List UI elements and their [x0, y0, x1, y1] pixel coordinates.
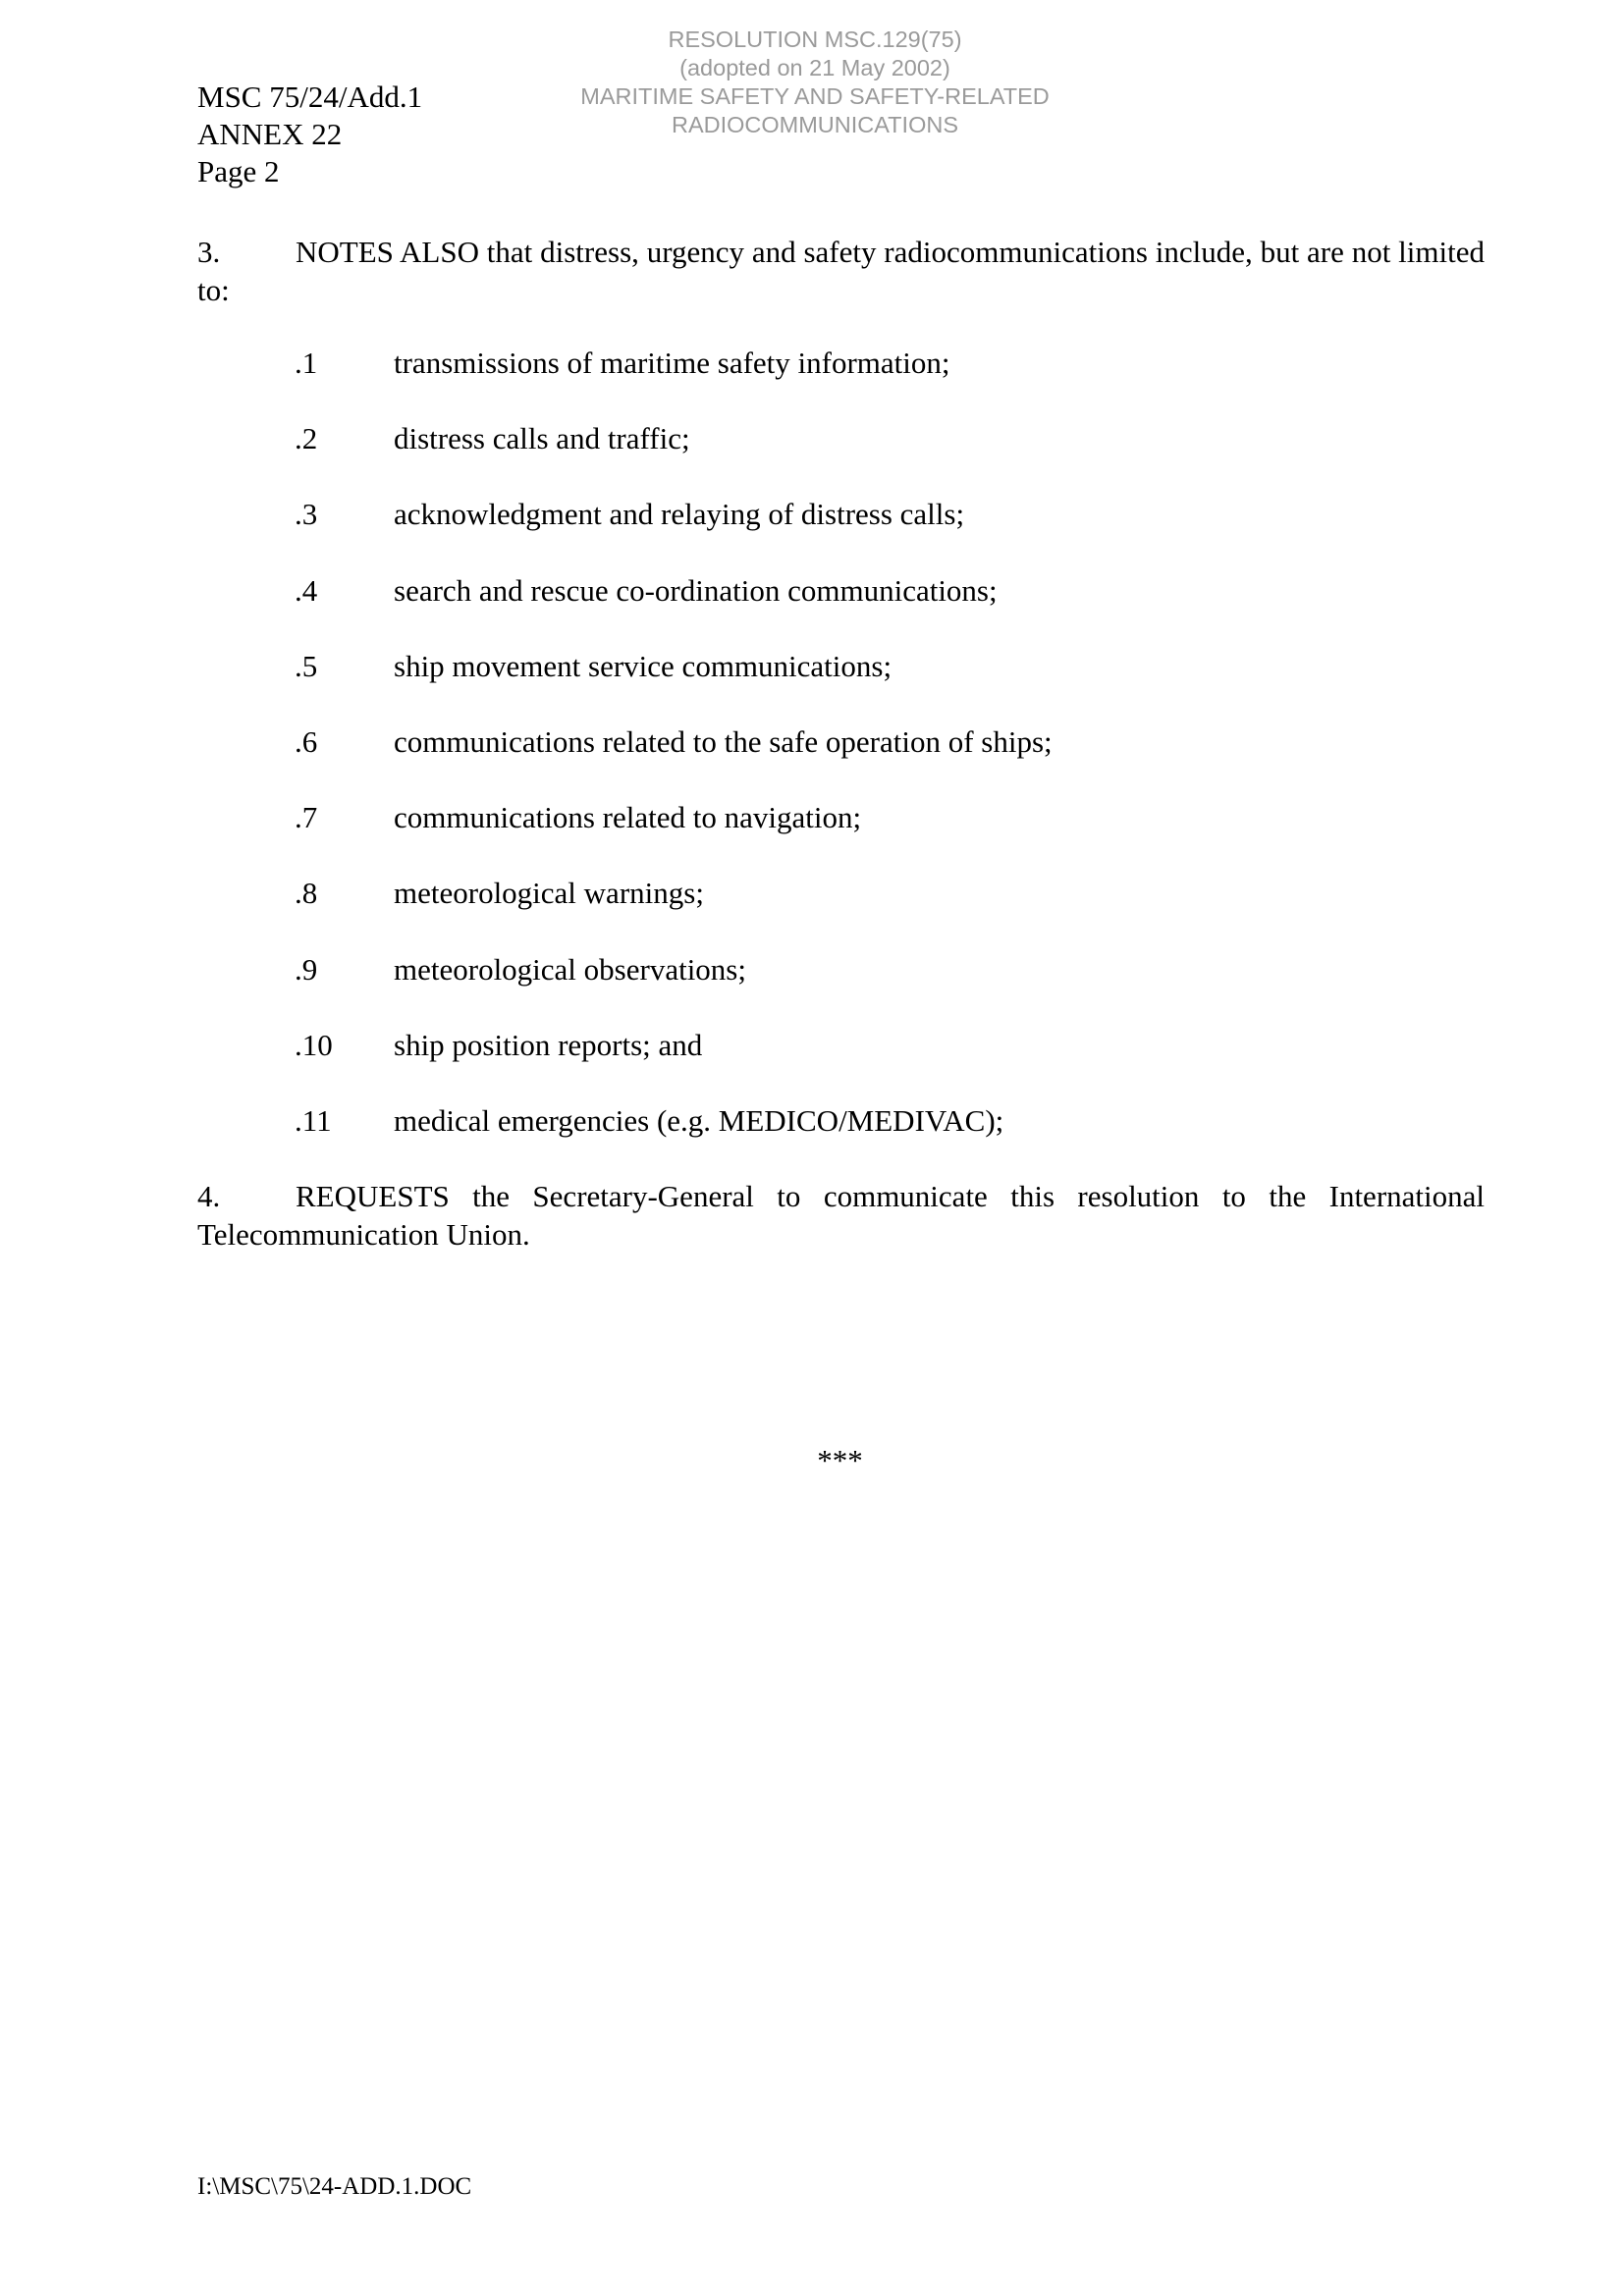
paragraph-4	[197, 1177, 1485, 1254]
radiocommunications-list	[295, 344, 1053, 1177]
item-number: .7	[295, 800, 318, 835]
list-item	[295, 495, 1053, 570]
item-number: .4	[295, 572, 318, 608]
watermark-line: RADIOCOMMUNICATIONS	[671, 112, 958, 137]
page-number: Page 2	[197, 154, 280, 188]
watermark-line: RESOLUTION MSC.129(75)	[668, 27, 962, 52]
list-item	[295, 419, 1053, 495]
item-number: .3	[295, 497, 318, 532]
item-text: meteorological observations;	[394, 951, 746, 987]
item-number: .5	[295, 648, 318, 683]
paragraph-number: 3.	[197, 235, 221, 269]
paragraph-number: 4.	[197, 1179, 221, 1213]
item-text: search and rescue co-ordination communications;	[394, 572, 998, 608]
list-item	[295, 722, 1053, 798]
item-text: communications related to navigation;	[394, 800, 862, 835]
list-item	[295, 798, 1053, 874]
paragraph-text: NOTES ALSO that distress, urgency and safety radiocommunications include, but are not limited to:	[197, 235, 1485, 307]
list-item	[295, 344, 1053, 419]
list-item	[295, 1101, 1053, 1177]
watermark-line: MARITIME SAFETY AND SAFETY-RELATED	[580, 83, 1050, 109]
file-path-footer: I:\MSC\75\24-ADD.1.DOC	[197, 2173, 472, 2200]
list-item	[295, 874, 1053, 949]
end-marker: ***	[817, 1443, 863, 1477]
list-item	[295, 950, 1053, 1026]
item-text: communications related to the safe operation of ships;	[394, 723, 1053, 759]
item-number: .2	[295, 421, 318, 456]
paragraph-text: REQUESTS the Secretary-General to communicate this resolution to the International Telecommunication Union.	[197, 1179, 1485, 1252]
doc-reference: MSC 75/24/Add.1	[197, 80, 423, 114]
item-text: transmissions of maritime safety information;	[394, 346, 950, 380]
item-text: acknowledgment and relaying of distress calls;	[394, 497, 965, 532]
item-text: ship position reports; and	[394, 1027, 703, 1062]
item-number: .6	[295, 723, 318, 759]
item-number: .9	[295, 951, 318, 987]
list-item	[295, 1026, 1053, 1101]
list-item	[295, 647, 1053, 722]
item-number: .1	[295, 346, 318, 380]
item-text: medical emergencies (e.g. MEDICO/MEDIVAC);	[394, 1102, 1004, 1138]
item-number: .10	[295, 1027, 333, 1062]
item-text: distress calls and traffic;	[394, 421, 690, 456]
paragraph-3	[197, 233, 1485, 309]
item-text: ship movement service communications;	[394, 648, 893, 683]
list-item	[295, 571, 1053, 647]
item-number: .11	[295, 1102, 332, 1138]
document-header	[197, 79, 422, 190]
annex-label: ANNEX 22	[197, 117, 343, 151]
watermark-line: (adopted on 21 May 2002)	[679, 55, 950, 80]
item-text: meteorological warnings;	[394, 876, 704, 911]
item-number: .8	[295, 876, 318, 911]
resolution-watermark	[511, 26, 1119, 139]
